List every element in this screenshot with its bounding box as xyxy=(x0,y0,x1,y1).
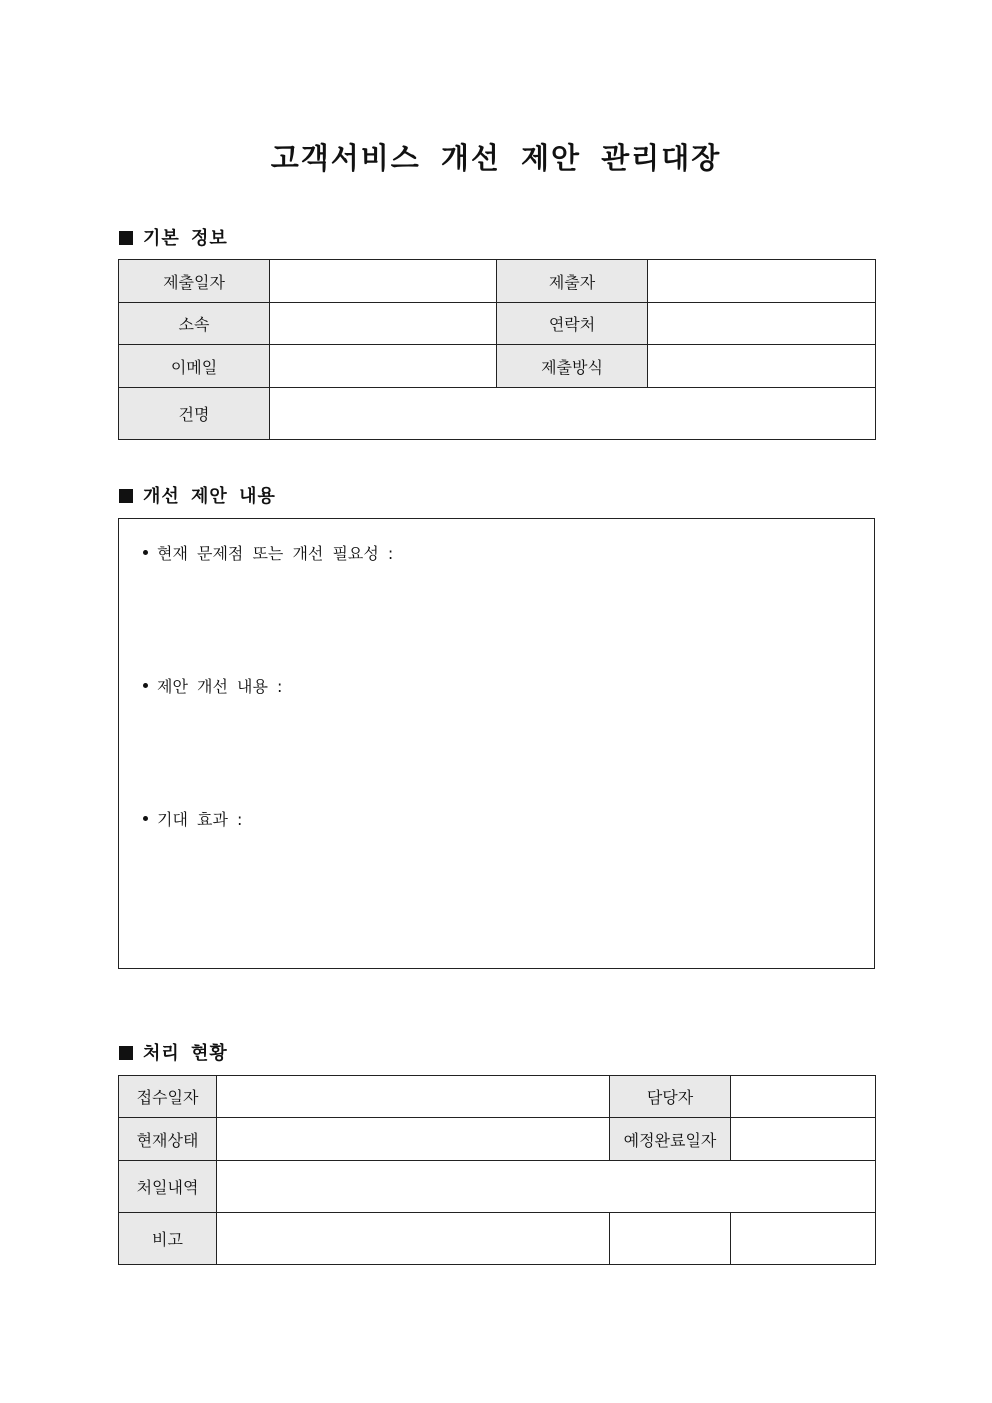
basic-info-heading xyxy=(119,224,228,250)
proposal-item-improvement xyxy=(143,674,282,697)
status-table xyxy=(118,1075,876,1265)
remarks-extra-field-1[interactable] xyxy=(610,1213,731,1265)
current-status-field[interactable] xyxy=(217,1118,610,1161)
square-bullet-icon xyxy=(119,231,133,245)
subject-label: 건명 xyxy=(119,388,270,440)
manager-label: 담당자 xyxy=(610,1076,731,1118)
bullet-dot-icon xyxy=(143,816,148,821)
affiliation-label: 소속 xyxy=(119,303,270,345)
submitter-field[interactable] xyxy=(648,260,876,303)
processing-history-field[interactable] xyxy=(217,1161,876,1213)
current-status-label: 현재상태 xyxy=(119,1118,217,1161)
status-heading-text: 처리 현황 xyxy=(143,1043,228,1064)
basic-info-heading-text: 기본 정보 xyxy=(143,228,228,249)
expected-completion-field[interactable] xyxy=(731,1118,876,1161)
expected-completion-label: 예정완료일자 xyxy=(610,1118,731,1161)
proposal-item-label: 제안 개선 내용 : xyxy=(157,677,283,696)
email-field[interactable] xyxy=(270,345,497,388)
remarks-extra-field-2[interactable] xyxy=(731,1213,876,1265)
affiliation-field[interactable] xyxy=(270,303,497,345)
email-label: 이메일 xyxy=(119,345,270,388)
contact-field[interactable] xyxy=(648,303,876,345)
square-bullet-icon xyxy=(119,1046,133,1060)
processing-history-label: 처일내역 xyxy=(119,1161,217,1213)
basic-info-table xyxy=(118,259,876,440)
proposal-item-problem xyxy=(143,541,393,564)
submit-method-field[interactable] xyxy=(648,345,876,388)
proposal-item-label: 기대 효과 : xyxy=(157,810,243,829)
submit-date-label: 제출일자 xyxy=(119,260,270,303)
proposal-item-effect xyxy=(143,807,242,830)
bullet-dot-icon xyxy=(143,683,148,688)
status-heading xyxy=(119,1039,228,1065)
remarks-label: 비고 xyxy=(119,1213,217,1265)
submit-date-field[interactable] xyxy=(270,260,497,303)
proposal-content-box[interactable] xyxy=(118,518,875,969)
subject-field[interactable] xyxy=(270,388,876,440)
contact-label: 연락처 xyxy=(497,303,648,345)
submitter-label: 제출자 xyxy=(497,260,648,303)
page-title: 고객서비스 개선 제안 관리대장 xyxy=(270,141,722,175)
proposal-heading-text: 개선 제안 내용 xyxy=(143,486,276,507)
square-bullet-icon xyxy=(119,489,133,503)
receipt-date-field[interactable] xyxy=(217,1076,610,1118)
receipt-date-label: 접수일자 xyxy=(119,1076,217,1118)
submit-method-label: 제출방식 xyxy=(497,345,648,388)
bullet-dot-icon xyxy=(143,550,148,555)
manager-field[interactable] xyxy=(731,1076,876,1118)
proposal-heading xyxy=(119,482,276,508)
remarks-field[interactable] xyxy=(217,1213,610,1265)
proposal-item-label: 현재 문제점 또는 개선 필요성 : xyxy=(157,544,394,563)
